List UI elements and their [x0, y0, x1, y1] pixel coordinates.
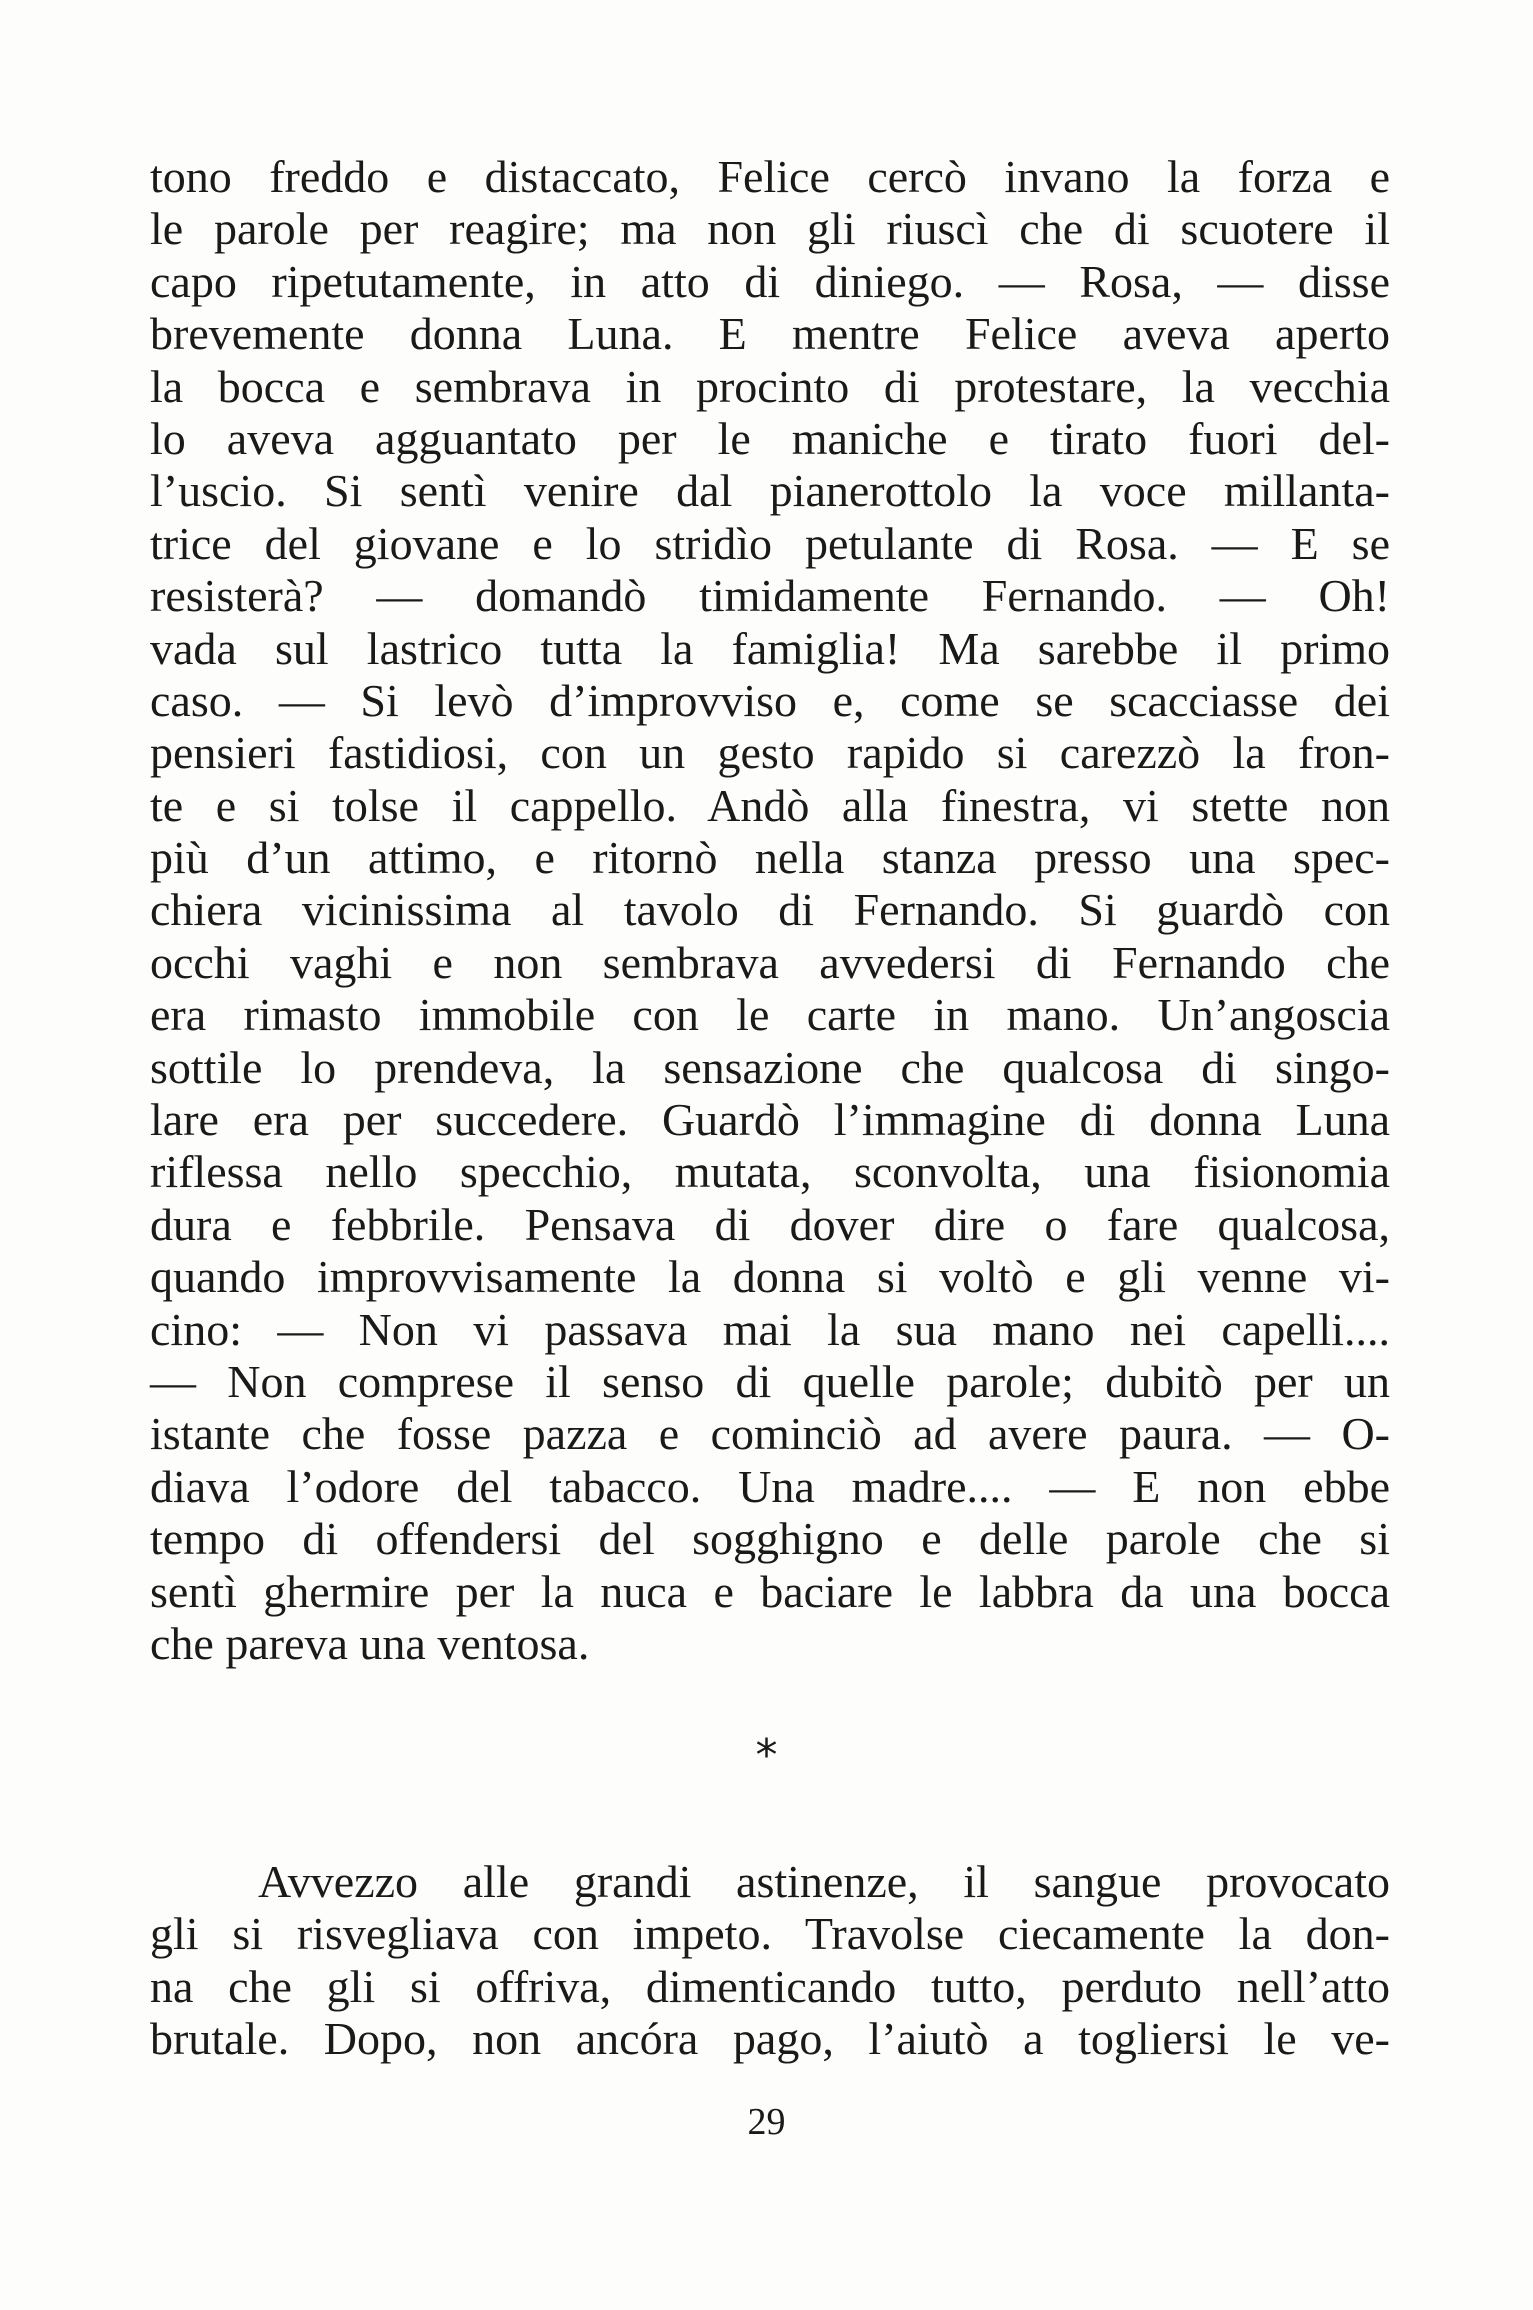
- text-line: gli si risvegliava con impeto. Travolse ciecamente la don-: [150, 1908, 1390, 1960]
- text-line: cino: — Non vi passava mai la sua mano nei capelli....: [150, 1303, 1390, 1355]
- text-line: sentì ghermire per la nuca e baciare le labbra da una bocca: [150, 1565, 1390, 1617]
- text-line: lare era per succedere. Guardò l’immagine di donna Luna: [150, 1094, 1390, 1146]
- paragraph-1: [150, 151, 1390, 1670]
- text-line: era rimasto immobile con le carte in mano. Un’angoscia: [150, 989, 1390, 1041]
- text-line: chiera vicinissima al tavolo di Fernando. Si guardò con: [150, 884, 1390, 936]
- text-line: pensieri fastidiosi, con un gesto rapido si carezzò la fron-: [150, 727, 1390, 779]
- text-line: diava l’odore del tabacco. Una madre.... — E non ebbe: [150, 1460, 1390, 1512]
- text-line: Avvezzo alle grandi astinenze, il sangue provocato: [258, 1856, 1390, 1907]
- text-line: te e si tolse il cappello. Andò alla finestra, vi stette non: [150, 779, 1390, 831]
- text-line: la bocca e sembrava in procinto di protestare, la vecchia: [150, 360, 1390, 412]
- page-number: 29: [747, 2101, 786, 2143]
- text-line: brevemente donna Luna. E mentre Felice aveva aperto: [150, 308, 1390, 360]
- text-line: — Non comprese il senso di quelle parole; dubitò per un: [150, 1355, 1390, 1407]
- text-line: brutale. Dopo, non ancóra pago, l’aiutò a togliersi le ve-: [150, 2013, 1390, 2065]
- text-line: trice del giovane e lo stridìo petulante di Rosa. — E se: [150, 517, 1390, 569]
- text-line: quando improvvisamente la donna si voltò e gli venne vi-: [150, 1251, 1390, 1303]
- text-line: le parole per reagire; ma non gli riuscì che di scuotere il: [150, 203, 1390, 255]
- section-separator: *: [755, 1730, 778, 1781]
- text-line: sottile lo prendeva, la sensazione che qualcosa di singo-: [150, 1041, 1390, 1093]
- text-line: tono freddo e distaccato, Felice cercò invano la forza e: [150, 151, 1390, 202]
- text-line: occhi vaghi e non sembrava avvedersi di Fernando che: [150, 936, 1390, 988]
- text-line: vada sul lastrico tutta la famiglia! Ma sarebbe il primo: [150, 622, 1390, 674]
- paragraph-2: [150, 1856, 1390, 2066]
- text-line: tempo di offendersi del sogghigno e delle parole che si: [150, 1513, 1390, 1565]
- text-line: riflessa nello specchio, mutata, sconvolta, una fisionomia: [150, 1146, 1390, 1198]
- text-line: più d’un attimo, e ritornò nella stanza presso una spec-: [150, 832, 1390, 884]
- text-line: capo ripetutamente, in atto di diniego. — Rosa, — disse: [150, 255, 1390, 307]
- text-line: resisterà? — domandò timidamente Fernando. — Oh!: [150, 570, 1390, 622]
- text-line: na che gli si offriva, dimenticando tutto, perduto nell’atto: [150, 1960, 1390, 2012]
- text-line: caso. — Si levò d’improvviso e, come se scacciasse dei: [150, 674, 1390, 726]
- text-line: l’uscio. Si sentì venire dal pianerottolo la voce millanta-: [150, 465, 1390, 517]
- text-line: dura e febbrile. Pensava di dover dire o fare qualcosa,: [150, 1198, 1390, 1250]
- text-line: che pareva una ventosa.: [150, 1617, 590, 1669]
- text-line: istante che fosse pazza e cominciò ad avere paura. — O-: [150, 1408, 1390, 1460]
- text-line: lo aveva agguantato per le maniche e tirato fuori del-: [150, 412, 1390, 464]
